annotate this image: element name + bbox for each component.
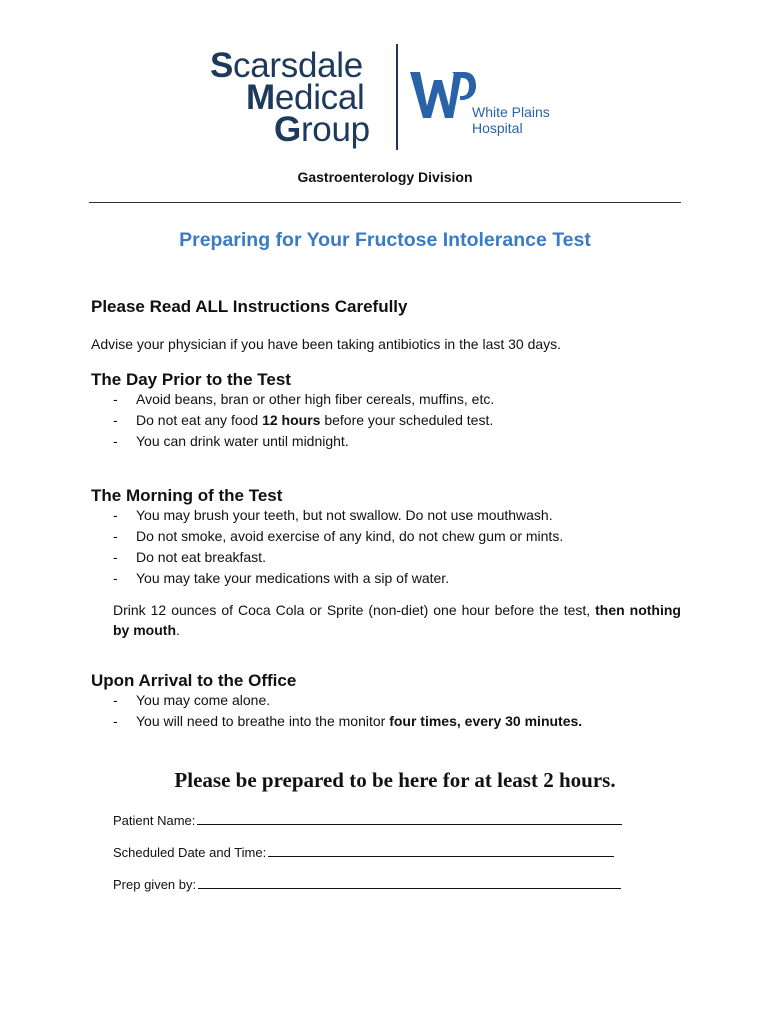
prepared-notice: Please be prepared to be here for at least 2 hours. — [174, 768, 616, 792]
arrival-list — [113, 690, 582, 732]
morning-item-4: You may take your medications with a sip of water. — [136, 570, 450, 586]
scheduled-date-field[interactable] — [113, 844, 614, 860]
read-instructions-heading: Please Read ALL Instructions Carefully — [91, 297, 408, 316]
logo-text-carsdale: carsdale — [233, 46, 363, 85]
morning-item-3: Do not eat breakfast. — [136, 549, 266, 565]
scheduled-date-label: Scheduled Date and Time: — [113, 845, 267, 860]
logo-text-roup: roup — [300, 110, 370, 149]
list-item — [113, 526, 563, 547]
wp-line2: Hospital — [472, 120, 523, 136]
prep-given-by-label: Prep given by: — [113, 877, 197, 892]
white-plains-wp-logo-icon — [410, 66, 476, 124]
logo-cap-s: S — [210, 46, 234, 85]
day-prior-heading: The Day Prior to the Test — [91, 370, 291, 389]
logo-divider — [396, 44, 398, 150]
morning-item-1: You may brush your teeth, but not swallow. Do not use mouthwash. — [136, 507, 553, 523]
morning-heading: The Morning of the Test — [91, 486, 283, 505]
logo-cap-g: G — [274, 110, 301, 149]
drink-text: Drink 12 ounces of Coca Cola or Sprite (non-diet) one hour before the test, — [113, 602, 591, 618]
wp-line1: White Plains — [472, 104, 550, 120]
day-prior-item-2-pre: Do not eat any food — [136, 412, 263, 428]
prep-given-by-field[interactable] — [113, 876, 621, 892]
list-item — [113, 410, 494, 431]
white-plains-hospital-text — [472, 104, 550, 136]
arrival-item-1: You may come alone. — [136, 692, 271, 708]
day-prior-item-3: You can drink water until midnight. — [136, 433, 349, 449]
prep-given-by-line[interactable] — [198, 876, 621, 889]
list-item — [113, 568, 563, 589]
day-prior-item-2-post: before your scheduled test. — [320, 412, 494, 428]
logo-cap-m: M — [246, 78, 275, 117]
day-prior-list — [113, 389, 494, 452]
drink-end: . — [176, 622, 180, 638]
patient-name-line[interactable] — [197, 812, 622, 825]
arrival-heading: Upon Arrival to the Office — [91, 671, 297, 690]
arrival-item-2-bold: four times, every 30 minutes. — [389, 713, 583, 729]
list-item — [113, 505, 563, 526]
scheduled-date-line[interactable] — [268, 844, 614, 857]
drink-instruction — [113, 600, 681, 640]
day-prior-item-1: Avoid beans, bran or other high fiber cereals, muffins, etc. — [136, 391, 495, 407]
advise-text: Advise your physician if you have been taking antibiotics in the last 30 days. — [91, 336, 562, 352]
logo-text-edical: edical — [274, 78, 365, 117]
morning-item-2: Do not smoke, avoid exercise of any kind, do not chew gum or mints. — [136, 528, 564, 544]
patient-name-label: Patient Name: — [113, 813, 196, 828]
list-item — [113, 389, 494, 410]
scarsdale-medical-group-wordmark — [210, 46, 370, 149]
arrival-item-2-pre: You will need to breathe into the monitor — [136, 713, 390, 729]
header-divider — [89, 202, 681, 203]
list-item — [113, 711, 582, 732]
day-prior-item-2-bold: 12 hours — [262, 412, 321, 428]
drink-bold: then nothing by mouth — [113, 602, 681, 638]
patient-name-field[interactable] — [113, 812, 622, 828]
list-item — [113, 690, 582, 711]
list-item — [113, 431, 494, 452]
division-label: Gastroenterology Division — [297, 169, 473, 185]
logo — [210, 44, 570, 154]
morning-list — [113, 505, 563, 589]
list-item — [113, 547, 563, 568]
page-title: Preparing for Your Fructose Intolerance Test — [179, 229, 591, 251]
